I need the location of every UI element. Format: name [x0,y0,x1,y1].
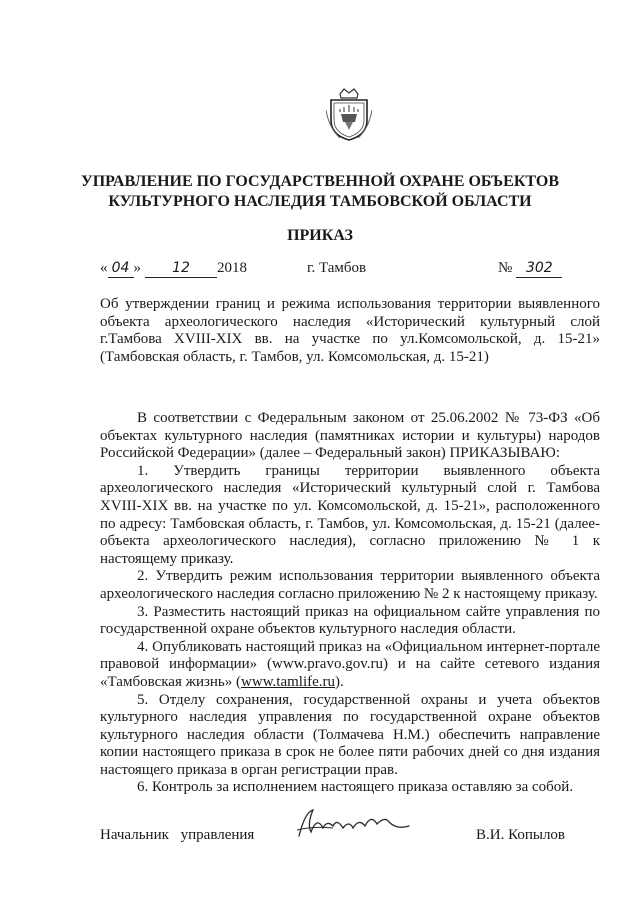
signer-name: В.И. Копылов [476,827,566,843]
date-year: 2018 [217,260,247,276]
tamlife-link[interactable]: www.tamlife.ru [241,673,336,690]
order-item-1: 1. Утвердить границы территории выявленного объекта археологического наследия «Исторический культурный слой г. Тамбова XVIII-XIX вв. на участке по ул. Комсомольской, д. 15-21», расположенного по адресу: Тамбовская область, г. Тамбов, ул. Комсомольская, д. 15-21 (далее-объекта археологического наследия), согласно приложению № 1 к настоящему приказу. [100,462,600,567]
agency-name-line2: КУЛЬТУРНОГО НАСЛЕДИЯ ТАМБОВСКОЙ ОБЛАСТИ [108,193,532,210]
signer-title: Начальник управления [100,827,255,843]
order-item-5: 5. Отделу сохранения, государственной охраны и учета объектов культурного наследия управления по государственной охране объектов культурного наследия области (Толмачева Н.М.) обеспечить направление копии настоящего приказа в срок не более пяти рабочих дней со дня издания настоящего приказа в орган регистрации прав. [100,691,600,778]
order-item-4-text: 4. Опубликовать настоящий приказ на «Официальном интернет-портале правовой информации» (www.pravo.gov.ru) и на сайте сетевого издания «Тамбовская жизнь» ( [100,638,600,690]
order-city: г. Тамбов [307,260,367,276]
order-subject [100,296,600,366]
subject-line: объекта археологического наследия «Исторический культурный слой [100,313,600,330]
document-type: ПРИКАЗ [287,227,353,244]
order-item-4 [100,639,600,692]
order-date [100,259,247,278]
coat-of-arms-emblem [326,88,372,142]
order-item-4-end: ). [335,673,344,690]
number-value: 302 [516,259,562,278]
date-day: 04 [108,259,134,278]
subject-line: г.Тамбова XVIII-XIX вв. на участке по ул.Комсомольской, д. 15-21» [100,331,600,347]
order-item-2: 2. Утвердить режим использования территории выявленного объекта археологического наследия согласно приложению № 2 к настоящему приказу. [100,568,600,602]
date-month: 12 [145,259,217,278]
agency-name-line1: УПРАВЛЕНИЕ ПО ГОСУДАРСТВЕННОЙ ОХРАНЕ ОБЪЕКТОВ [80,173,559,190]
agency-name [60,172,580,212]
order-body [100,410,600,797]
close-quote: » [133,260,141,276]
subject-line: (Тамбовская область, г. Тамбов, ул. Комсомольская, д. 15-21) [100,348,489,365]
handwritten-signature [293,806,413,842]
order-item-3: 3. Разместить настоящий приказ на официальном сайте управления по государственной охране объектов культурного наследия области. [100,603,600,638]
preamble-paragraph: В соответствии с Федеральным законом от 25.06.2002 № 73-ФЗ «Об объектах культурного наследия (памятниках истории и культуры) народов Российской Федерации» (далее – Федеральный закон) ПРИКАЗЫВАЮ: [100,410,600,462]
order-item-6: 6. Контроль за исполнением настоящего приказа оставляю за собой. [137,779,574,796]
open-quote: « [100,260,108,276]
order-number [498,259,562,278]
number-sign: № [498,260,513,276]
subject-line: Об утверждении границ и режима использования территории выявленного [100,296,600,312]
